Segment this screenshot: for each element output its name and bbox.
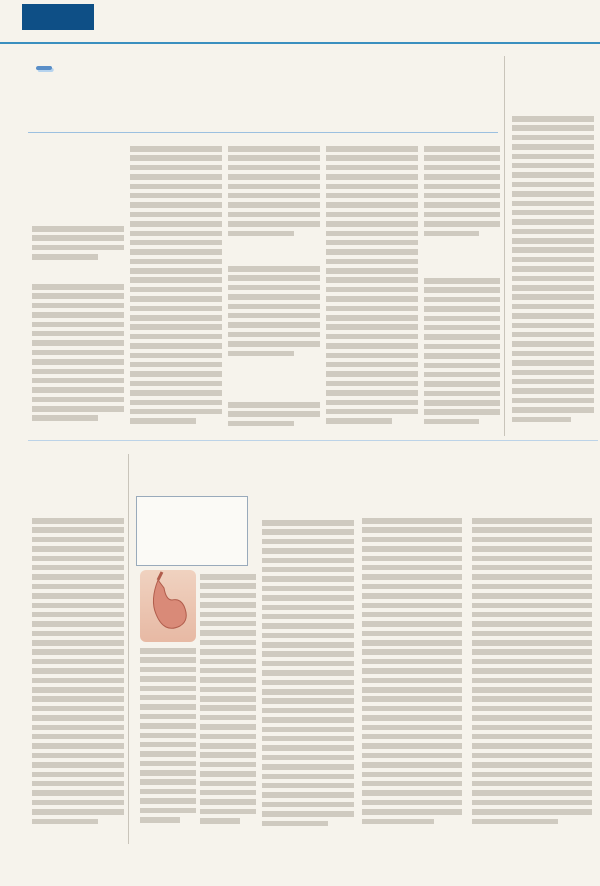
right-column-title [510, 58, 594, 118]
column-divider-2 [128, 454, 129, 844]
article1-text-col2 [130, 146, 222, 434]
subheading-missed-dose [228, 384, 320, 389]
subheading-special-health [420, 250, 504, 255]
article2-text-col4 [472, 518, 592, 836]
section-divider [28, 440, 598, 441]
subheading-high-risk [362, 498, 462, 503]
article1-text-col3c [228, 402, 320, 434]
sleep-monitor-text [32, 518, 124, 838]
article2-text-col0 [140, 648, 196, 836]
article1-text-col3a [228, 146, 320, 246]
article1-text-col5a [424, 146, 500, 246]
masthead-logo [22, 4, 94, 30]
article1-text-col1a [32, 226, 124, 264]
article2-lead-box [136, 496, 248, 566]
column-divider [504, 56, 505, 436]
article1-text-col1b [32, 284, 124, 434]
subheading-seek-care [470, 498, 594, 503]
article1-text-col3b [228, 266, 320, 362]
subheading-contraindications [228, 248, 320, 253]
article1-text-col5b [424, 278, 500, 434]
right-column-text [512, 116, 594, 434]
article2-text-col2 [262, 520, 354, 836]
article1-text-col4 [326, 146, 418, 434]
subheading-vaccine-types [32, 266, 124, 271]
topic-tag [36, 66, 53, 70]
stomach-icon [140, 570, 196, 642]
stomach-illustration [140, 570, 196, 642]
article2-text-col1 [200, 574, 256, 836]
divider [28, 132, 498, 133]
article2-text-col3 [362, 518, 462, 836]
